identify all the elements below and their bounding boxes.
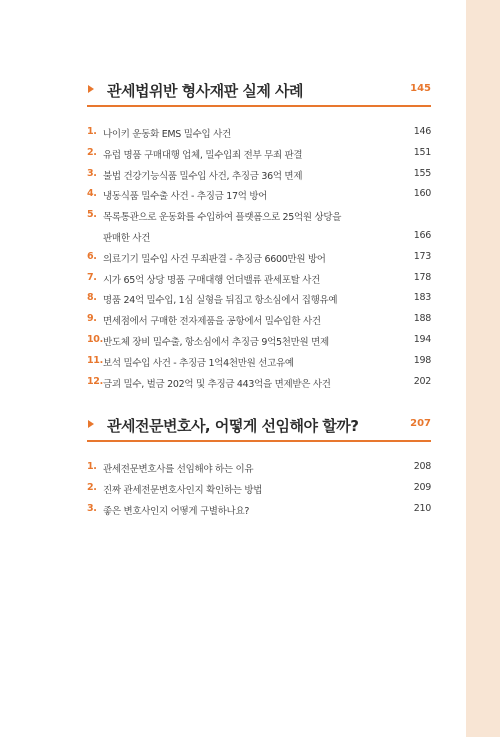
entry-page-number: 146 [413,126,431,137]
entry-title: 금괴 밀수, 벌금 202억 및 추징금 443억을 면제받은 사건 [103,378,331,390]
toc-entry-continuation[interactable] [87,227,431,248]
entry-number: 4. [87,188,97,200]
entry-number: 7. [87,271,97,283]
toc-entry[interactable] [87,185,431,206]
entry-number: 8. [87,292,97,304]
section-header [87,80,431,104]
toc-entry[interactable] [87,269,431,290]
entry-number: 1. [87,461,97,472]
entry-number: 2. [87,146,97,158]
entry-page-number: 155 [413,167,431,179]
section-page-number: 207 [410,418,431,429]
entry-page-number: 208 [413,461,431,472]
side-tab [466,0,500,737]
entry-page-number: 194 [413,333,431,345]
section-divider [87,440,431,442]
entry-page-number: 166 [413,229,431,241]
toc-entry[interactable] [87,144,431,165]
toc-entry[interactable] [87,289,431,310]
entry-number: 10. [87,333,103,345]
entry-list [87,458,431,520]
entry-title: 면세점에서 구매한 전자제품을 공항에서 밀수입한 사건 [103,316,321,328]
entry-title: 좋은 변호사인지 어떻게 구별하나요? [103,505,250,517]
entry-number: 2. [87,481,97,493]
entry-title: 불법 건강기능식품 밀수입 사건, 추징금 36억 면제 [103,170,303,182]
entry-title: 명품 24억 밀수입, 1심 실형을 뒤집고 항소심에서 집행유예 [103,295,338,307]
entry-page-number: 202 [413,375,431,387]
section-divider [87,105,431,107]
entry-number: 6. [87,250,97,262]
entry-number: 5. [87,209,97,221]
toc-entry[interactable] [87,123,431,144]
toc-entry[interactable] [87,206,431,227]
toc-entry[interactable] [87,331,431,352]
entry-list [87,123,431,393]
entry-title: 반도체 장비 밀수출, 항소심에서 추징금 9억5천만원 면제 [103,336,329,348]
entry-page-number: 198 [413,354,431,366]
entry-number: 12. [87,375,103,387]
entry-page-number: 173 [413,250,431,262]
toc-entry[interactable] [87,248,431,269]
entry-number: 1. [87,126,97,137]
toc-entry[interactable] [87,165,431,186]
entry-title: 냉동식품 밀수출 사건 - 추징금 17억 방어 [103,191,268,203]
toc-entry[interactable] [87,500,431,521]
entry-title: 목록통관으로 운동화를 수입하여 플랫폼으로 25억원 상당을 [103,212,342,224]
toc-entry[interactable] [87,373,431,394]
triangle-arrow-icon [88,85,94,93]
entry-page-number: 178 [413,271,431,283]
entry-number: 3. [87,167,97,179]
entry-number: 11. [87,354,103,366]
section-header [87,415,431,439]
toc-entry[interactable] [87,310,431,331]
section-page-number: 145 [410,83,431,94]
entry-number: 3. [87,502,97,514]
entry-title: 의료기기 밀수입 사건 무죄판결 - 추징금 6600만원 방어 [103,253,326,265]
triangle-arrow-icon [88,420,94,428]
toc-entry[interactable] [87,458,431,479]
entry-title: 시가 65억 상당 명품 구매대행 언더밸류 관세포탈 사건 [103,274,320,286]
entry-page-number: 151 [413,146,431,158]
toc-entry[interactable] [87,352,431,373]
entry-title: 판매한 사건 [103,232,151,244]
toc-entry[interactable] [87,479,431,500]
toc-section-2 [87,415,431,520]
entry-title: 보석 밀수입 사건 - 추징금 1억4천만원 선고유예 [103,357,294,369]
entry-page-number: 209 [413,481,431,493]
toc-section-1 [87,80,431,393]
entry-number: 9. [87,313,97,325]
entry-page-number: 188 [413,313,431,325]
entry-title: 관세전문변호사를 선임해야 하는 이유 [103,464,254,475]
section-title: 관세전문변호사, 어떻게 선임해야 할까? [107,417,359,435]
section-title: 관세법위반 형사재판 실제 사례 [107,82,304,100]
entry-page-number: 210 [413,502,431,514]
entry-title: 진짜 관세전문변호사인지 확인하는 방법 [103,484,263,496]
entry-page-number: 183 [413,292,431,304]
entry-title: 나이키 운동화 EMS 밀수입 사건 [103,129,231,140]
entry-title: 유럽 명품 구매대행 업체, 밀수입죄 전부 무죄 판결 [103,149,303,161]
entry-page-number: 160 [413,188,431,200]
